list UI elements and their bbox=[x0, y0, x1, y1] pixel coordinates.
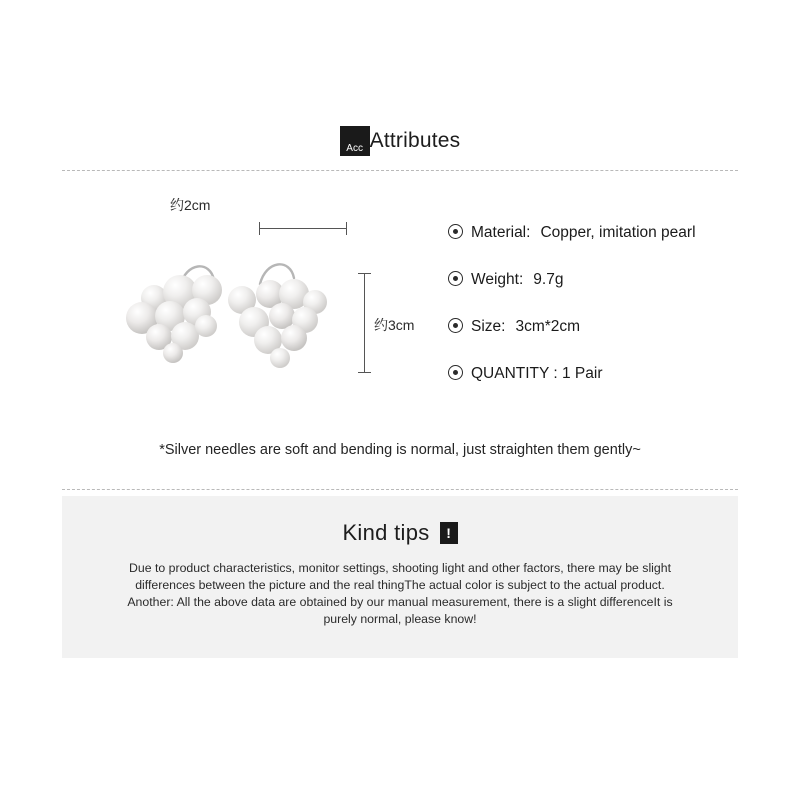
attributes-header bbox=[0, 126, 800, 156]
divider-top bbox=[62, 170, 738, 171]
product-figure bbox=[62, 195, 422, 435]
bullet-icon bbox=[448, 224, 463, 239]
attribute-row-size bbox=[448, 316, 768, 336]
attribute-label: QUANTITY : 1 Pair bbox=[471, 365, 603, 382]
bullet-icon bbox=[448, 318, 463, 333]
attribute-value: 9.7g bbox=[533, 271, 564, 288]
kind-tips-body: Due to product characteristics, monitor settings, shooting light and other factors, there may be slight differences between the picture and the real thingThe actual color is subject to the actual product. Another: All the above data are obtained by our manual measurement, there is a slight differenceIt is purely normal, please know! bbox=[127, 561, 673, 626]
width-bar bbox=[259, 228, 347, 229]
attributes-list bbox=[448, 222, 768, 410]
acc-badge: Acc bbox=[340, 126, 370, 156]
bullet-icon bbox=[448, 271, 463, 286]
attribute-row-material bbox=[448, 222, 768, 242]
attribute-label: Size: bbox=[471, 318, 506, 335]
width-measure-line bbox=[259, 222, 347, 234]
height-measure-label: 约3cm bbox=[374, 317, 415, 333]
attribute-label: Weight: bbox=[471, 271, 524, 288]
divider-bottom bbox=[62, 489, 738, 490]
width-cap-right bbox=[346, 222, 347, 235]
attribute-value: Copper, imitation pearl bbox=[540, 224, 696, 241]
width-measure-label: 约2cm bbox=[170, 197, 211, 213]
attribute-value: 3cm*2cm bbox=[515, 318, 581, 335]
page-title: Attributes bbox=[369, 129, 461, 152]
attribute-row-quantity bbox=[448, 363, 768, 383]
kind-tips-panel bbox=[62, 496, 738, 658]
silver-needle-note: *Silver needles are soft and bending is normal, just straighten them gently~ bbox=[159, 442, 641, 458]
bullet-icon bbox=[448, 365, 463, 380]
exclamation-icon: ! bbox=[440, 522, 458, 544]
height-bar bbox=[364, 273, 365, 373]
attribute-row-weight bbox=[448, 269, 768, 289]
kind-tips-header bbox=[62, 496, 738, 546]
attribute-label: Material: bbox=[471, 224, 531, 241]
kind-tips-title: Kind tips bbox=[342, 520, 430, 545]
pearl-earrings-image bbox=[102, 250, 362, 390]
